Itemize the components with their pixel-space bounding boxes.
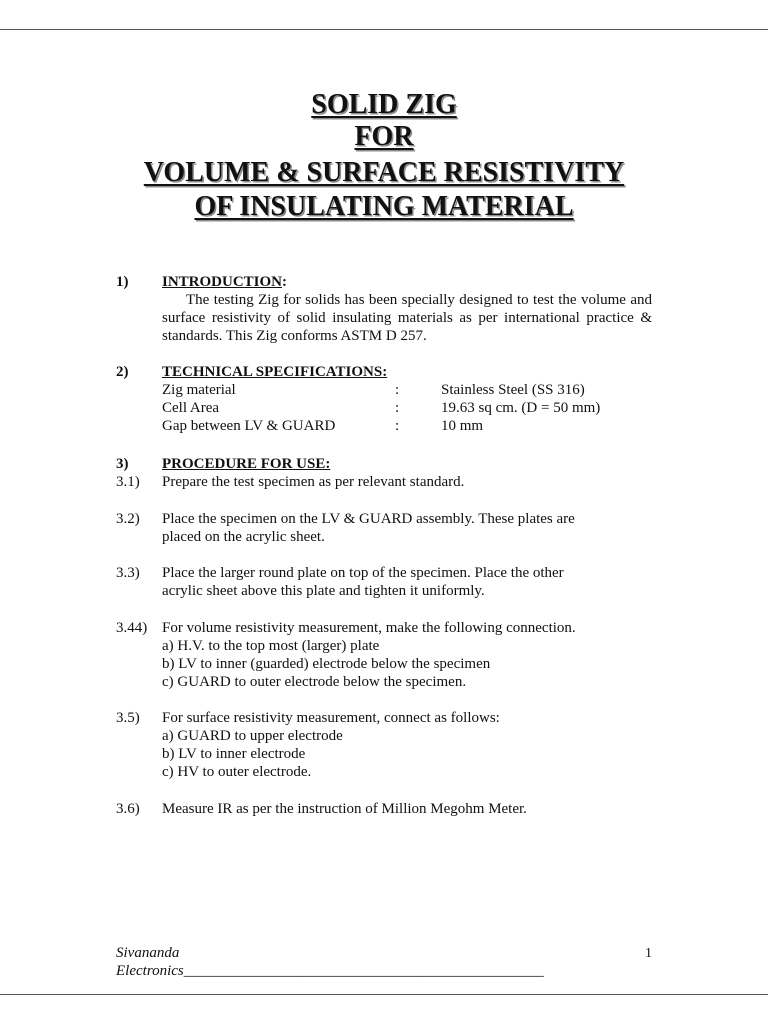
step-number: 3.3) (116, 565, 140, 581)
step-line: For volume resistivity measurement, make the following connection. (162, 620, 576, 636)
step-line: Prepare the test specimen as per relevant standard. (162, 474, 465, 490)
title-line-1: SOLID ZIG (311, 89, 457, 120)
step-line: c) GUARD to outer electrode below the specimen. (162, 674, 467, 690)
step-number: 3.1) (116, 474, 140, 490)
step-number: 3.2) (116, 511, 140, 527)
top-rule (0, 29, 768, 30)
section-number-procedure: 3) (116, 456, 129, 472)
spec-separator: : (395, 382, 400, 398)
step-line: b) LV to inner electrode (162, 746, 306, 762)
spec-label: Gap between LV & GUARD (162, 418, 336, 434)
step-number: 3.44) (116, 620, 148, 636)
intro-text: The testing Zig for solids has been specially designed to test the volume and surface resistivity of solid insulating materials as per international practice & standards. This Zig conforms ASTM D 257. (162, 292, 652, 344)
step-line: For surface resistivity measurement, connect as follows: (162, 710, 500, 726)
bottom-rule (0, 994, 768, 995)
spec-label: Cell Area (162, 400, 220, 416)
step-number: 3.5) (116, 710, 140, 726)
step-number: 3.6) (116, 801, 140, 817)
step-line: Place the larger round plate on top of the specimen. Place the other (162, 565, 564, 581)
spec-separator: : (395, 418, 400, 434)
spec-label: Zig material (162, 382, 236, 398)
section-number-specs: 2) (116, 364, 129, 380)
step-line: a) GUARD to upper electrode (162, 728, 343, 744)
page-number: 1 (645, 946, 652, 961)
intro-heading-text: INTRODUCTION (162, 274, 283, 290)
step-line: Measure IR as per the instruction of Million Megohm Meter. (162, 801, 527, 817)
spec-value: 19.63 sq cm. (D = 50 mm) (441, 400, 601, 416)
spec-separator: : (395, 400, 400, 416)
title-line-4: OF INSULATING MATERIAL (194, 191, 574, 222)
spec-value: 10 mm (441, 418, 484, 434)
footer-company-line-2: Electronics________________________________________________ (116, 963, 544, 979)
step-line: acrylic sheet above this plate and tighten it uniformly. (162, 583, 485, 599)
spec-value: Stainless Steel (SS 316) (441, 382, 585, 398)
section-heading-intro (162, 273, 287, 291)
step-line: placed on the acrylic sheet. (162, 529, 325, 545)
step-line: b) LV to inner (guarded) electrode below the specimen (162, 656, 491, 672)
step-line: a) H.V. to the top most (larger) plate (162, 638, 380, 654)
intro-paragraph (162, 291, 652, 345)
footer-company-line-1: Sivananda (116, 945, 180, 961)
title-line-3: VOLUME & SURFACE RESISTIVITY (143, 157, 625, 188)
title-line-2: FOR (354, 121, 414, 152)
section-heading-procedure: PROCEDURE FOR USE: (162, 456, 331, 472)
step-line: c) HV to outer electrode. (162, 764, 312, 780)
step-line: Place the specimen on the LV & GUARD assembly. These plates are (162, 511, 575, 527)
section-number-intro: 1) (116, 274, 129, 290)
section-heading-specs: TECHNICAL SPECIFICATIONS: (162, 364, 388, 380)
intro-heading-colon: : (282, 274, 288, 290)
